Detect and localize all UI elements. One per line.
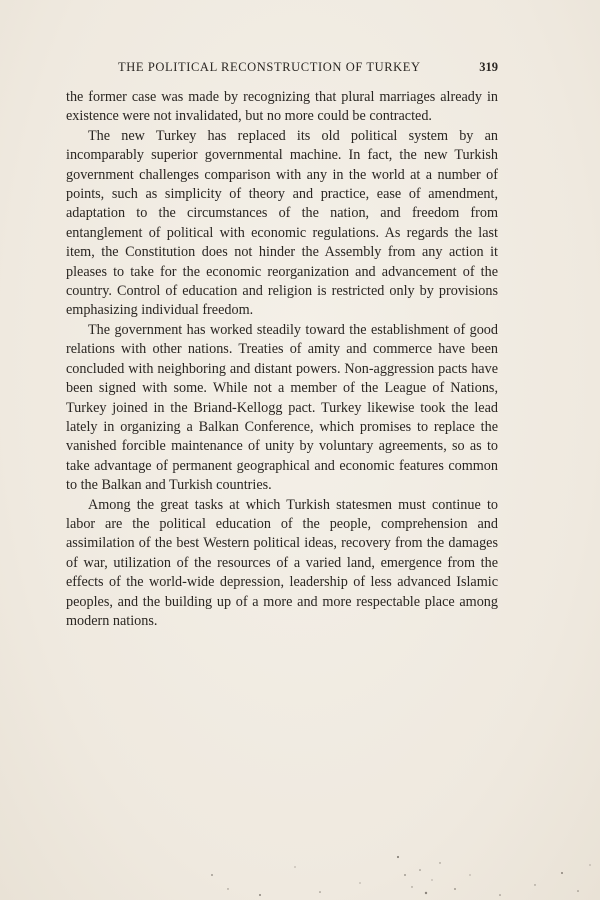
page-number: 319 (479, 60, 498, 74)
paper-speckles (200, 845, 600, 900)
paragraph: The government has worked steadily toward the establishment of good relations with other nations. Treaties of amity and commerce have been concluded with neighboring and distant powers. Non-aggression pacts have been signed with some. While not a member of the League of Nations, Turkey joined in the Briand-Kellogg pact. Turkey likewise took the lead lately in organizing a Balkan Conference, which promises to replace the vanished forcible maintenance of unity by voluntary agreements, so as to take advantage of permanent geographical and economic features common to the Balkan and Turkish countries. (66, 321, 498, 494)
page-header (66, 57, 498, 77)
running-head: THE POLITICAL RECONSTRUCTION OF TURKEY (118, 60, 421, 74)
paragraph: Among the great tasks at which Turkish statesmen must continue to labor are the political education of the people, comprehension and assimilation of the best Western political ideas, recovery from the damages of war, utilization of the resources of a varied land, emergence from the effects of the world-wide depression, leadership of less advanced Islamic peoples, and the building up of a more and more respectable place among modern nations. (66, 496, 498, 629)
paragraph-continued: the former case was made by recognizing that plural marriages already in existence were not invalidated, but no more could be contracted. (66, 89, 498, 125)
body-text (66, 88, 498, 631)
paragraph: The new Turkey has replaced its old political system by an incomparably superior governmental machine. In fact, the new Turkish government challenges comparison with any in the world at a number of points, such as simplicity of theory and practice, ease of amendment, adaptation to the circumstances of the nation, and freedom from entanglement of political with economic regulations. As regards the last item, the Constitution does not hinder the Assembly from any action it pleases to take for the economic reorganization and advancement of the country. Control of education and religion is restricted only by provisions emphasizing individual freedom. (66, 127, 498, 319)
